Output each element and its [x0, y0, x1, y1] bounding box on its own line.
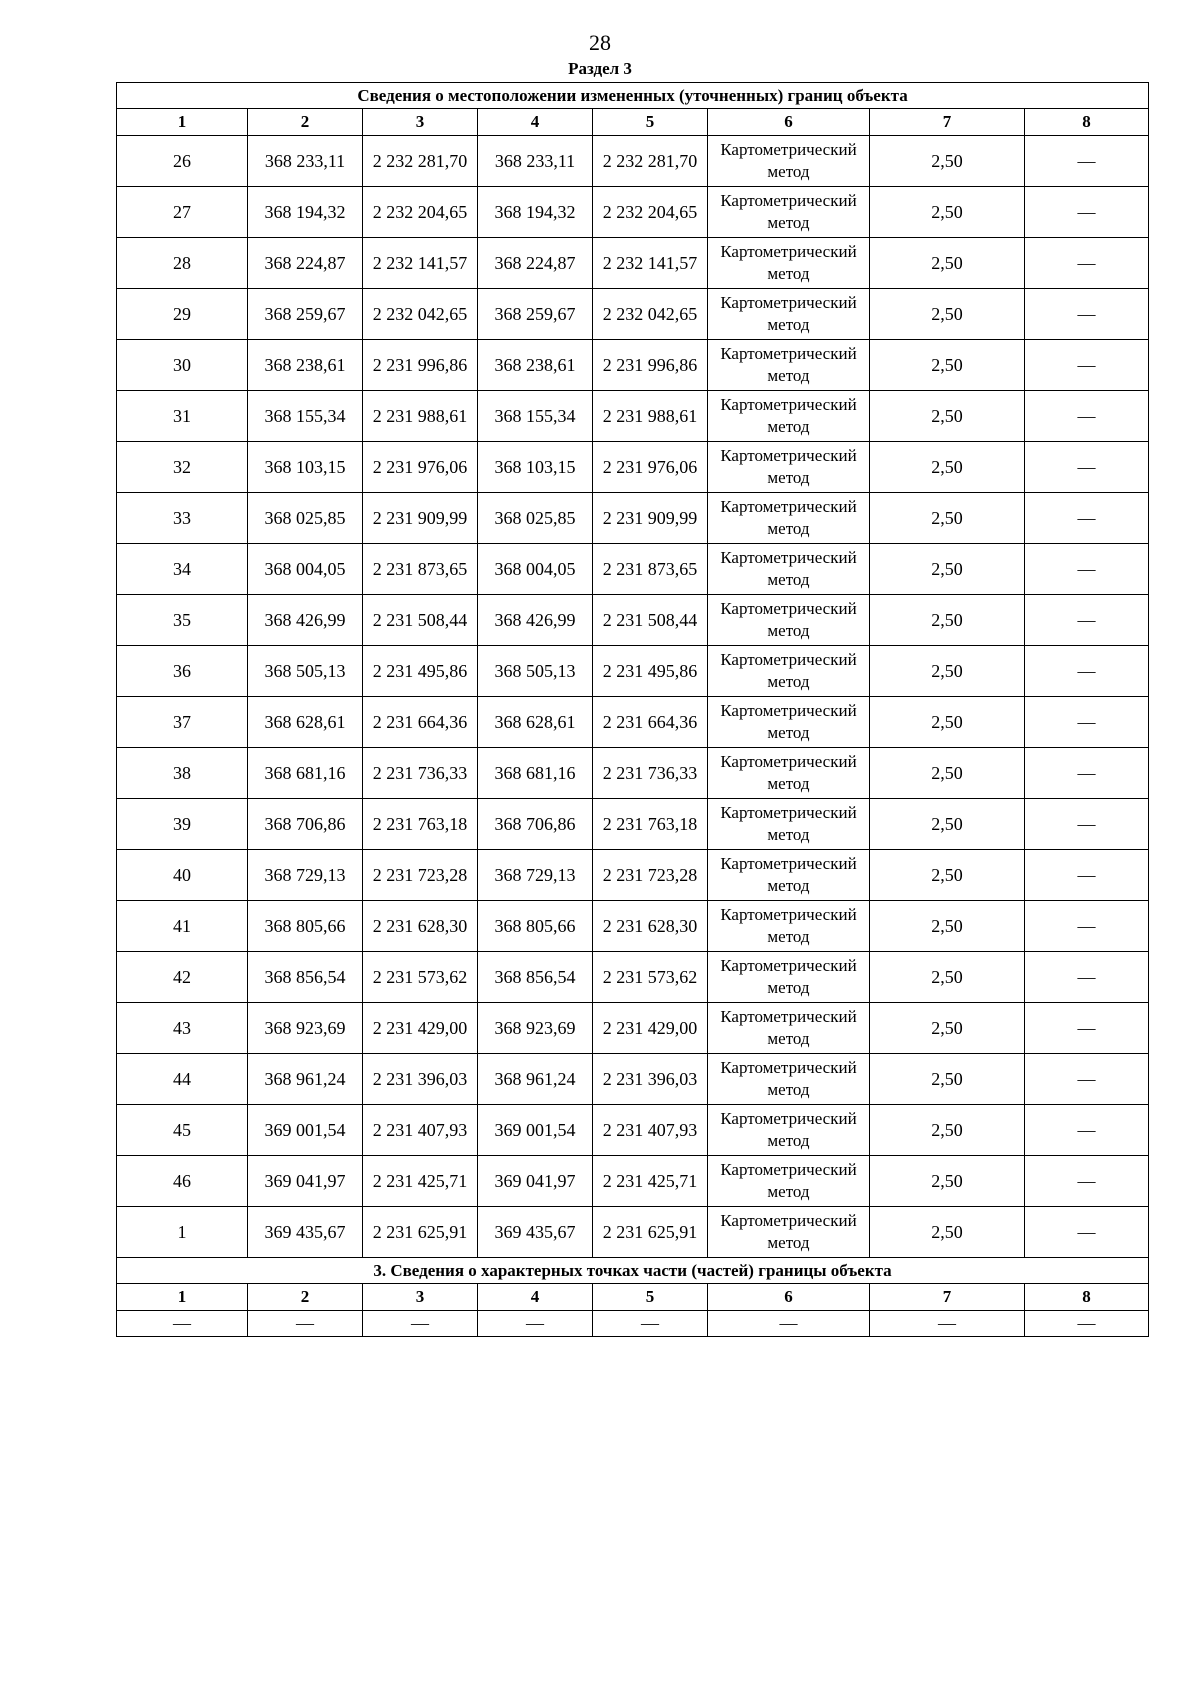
table-cell: 368 103,15 [248, 442, 363, 493]
method-cell: Картометрический метод [708, 544, 870, 595]
table-cell: — [1025, 850, 1149, 901]
table-row [117, 799, 1149, 850]
table-row [117, 850, 1149, 901]
table-cell: — [1025, 1311, 1149, 1337]
table-title-row [117, 83, 1149, 109]
table-body [117, 83, 1149, 1337]
table-cell: 2,50 [870, 1207, 1025, 1258]
table-cell: 2,50 [870, 187, 1025, 238]
table-cell: 2,50 [870, 748, 1025, 799]
point-number-cell: 1 [117, 1207, 248, 1258]
section-title: Раздел 3 [568, 59, 632, 78]
table-cell: 368 155,34 [478, 391, 593, 442]
table-cell: 2 231 425,71 [593, 1156, 708, 1207]
table-cell: 368 194,32 [248, 187, 363, 238]
table-cell: 2,50 [870, 1003, 1025, 1054]
table-cell: 368 628,61 [248, 697, 363, 748]
table-cell: 2 231 508,44 [363, 595, 478, 646]
table-cell: 368 805,66 [478, 901, 593, 952]
column-number: 1 [117, 1284, 248, 1311]
table-row [117, 136, 1149, 187]
table-cell: 368 238,61 [248, 340, 363, 391]
point-number-cell: 28 [117, 238, 248, 289]
table-cell: 2,50 [870, 952, 1025, 1003]
table-cell: 2 231 573,62 [593, 952, 708, 1003]
table-row [117, 493, 1149, 544]
table-cell: 368 103,15 [478, 442, 593, 493]
table-cell: 2 231 763,18 [593, 799, 708, 850]
table-cell: 368 004,05 [248, 544, 363, 595]
table-cell: 2 231 736,33 [593, 748, 708, 799]
table-cell: 2,50 [870, 442, 1025, 493]
table-cell: 2,50 [870, 544, 1025, 595]
method-cell: Картометрический метод [708, 697, 870, 748]
method-cell: Картометрический метод [708, 595, 870, 646]
table-title: Сведения о местоположении измененных (уточненных) границ объекта [117, 83, 1149, 109]
page-number: 28 [589, 30, 611, 55]
table-cell: 2,50 [870, 1156, 1025, 1207]
table-cell: 368 025,85 [478, 493, 593, 544]
table-cell: 2 231 407,93 [363, 1105, 478, 1156]
table-cell: 2,50 [870, 1105, 1025, 1156]
method-cell: Картометрический метод [708, 1105, 870, 1156]
table-cell: — [1025, 442, 1149, 493]
table-cell: — [1025, 136, 1149, 187]
table-cell: 2 231 625,91 [593, 1207, 708, 1258]
table-cell: 2 232 281,70 [363, 136, 478, 187]
table-cell: 2 231 909,99 [363, 493, 478, 544]
column-numbers-row [117, 109, 1149, 136]
table-row [117, 391, 1149, 442]
subsection-column-numbers-row [117, 1284, 1149, 1311]
column-number: 2 [248, 109, 363, 136]
point-number-cell: 31 [117, 391, 248, 442]
table-row [117, 1105, 1149, 1156]
table-cell: 2 231 664,36 [363, 697, 478, 748]
table-cell: 368 426,99 [248, 595, 363, 646]
table-cell: 2 231 988,61 [363, 391, 478, 442]
table-cell: 368 628,61 [478, 697, 593, 748]
table-cell: 2 231 736,33 [363, 748, 478, 799]
point-number-cell: 38 [117, 748, 248, 799]
table-cell: 2 231 976,06 [363, 442, 478, 493]
column-number: 8 [1025, 1284, 1149, 1311]
table-cell: 368 805,66 [248, 901, 363, 952]
table-row [117, 646, 1149, 697]
column-number: 4 [478, 109, 593, 136]
point-number-cell: 35 [117, 595, 248, 646]
table-cell: 2 231 664,36 [593, 697, 708, 748]
table-cell: 2 231 723,28 [593, 850, 708, 901]
method-cell: Картометрический метод [708, 901, 870, 952]
column-number: 3 [363, 109, 478, 136]
table-cell: — [1025, 238, 1149, 289]
table-cell: — [1025, 187, 1149, 238]
column-number: 2 [248, 1284, 363, 1311]
table-cell: — [708, 1311, 870, 1337]
table-cell: 2 231 988,61 [593, 391, 708, 442]
table-cell: 2 231 996,86 [363, 340, 478, 391]
table-cell: 2 231 628,30 [593, 901, 708, 952]
table-cell: 368 259,67 [248, 289, 363, 340]
point-number-cell: 41 [117, 901, 248, 952]
table-cell: — [1025, 697, 1149, 748]
table-cell: 368 856,54 [248, 952, 363, 1003]
table-cell: 2,50 [870, 391, 1025, 442]
table-cell: 2 232 141,57 [363, 238, 478, 289]
table-cell: 2 231 763,18 [363, 799, 478, 850]
table-cell: 2,50 [870, 646, 1025, 697]
table-row [117, 1207, 1149, 1258]
table-row [117, 187, 1149, 238]
table-cell: 2 232 204,65 [363, 187, 478, 238]
subsection-title-row [117, 1258, 1149, 1284]
table-cell: 368 505,13 [248, 646, 363, 697]
table-row [117, 901, 1149, 952]
table-cell: 2 231 873,65 [363, 544, 478, 595]
table-row [117, 544, 1149, 595]
table-cell: 2 231 396,03 [363, 1054, 478, 1105]
method-cell: Картометрический метод [708, 187, 870, 238]
table-cell: 368 729,13 [248, 850, 363, 901]
table-cell: — [478, 1311, 593, 1337]
table-cell: 369 001,54 [248, 1105, 363, 1156]
column-number: 7 [870, 109, 1025, 136]
point-number-cell: 32 [117, 442, 248, 493]
table-cell: 2 231 873,65 [593, 544, 708, 595]
table-cell: — [1025, 1105, 1149, 1156]
table-cell: 2,50 [870, 595, 1025, 646]
method-cell: Картометрический метод [708, 136, 870, 187]
table-cell: 2,50 [870, 901, 1025, 952]
point-number-cell: 44 [117, 1054, 248, 1105]
column-number: 3 [363, 1284, 478, 1311]
method-cell: Картометрический метод [708, 238, 870, 289]
table-cell: — [1025, 595, 1149, 646]
table-cell: 368 961,24 [478, 1054, 593, 1105]
method-cell: Картометрический метод [708, 799, 870, 850]
table-cell: 368 729,13 [478, 850, 593, 901]
table-row [117, 1156, 1149, 1207]
method-cell: Картометрический метод [708, 289, 870, 340]
table-cell: 368 961,24 [248, 1054, 363, 1105]
method-cell: Картометрический метод [708, 748, 870, 799]
table-cell: — [1025, 544, 1149, 595]
table-cell: 368 259,67 [478, 289, 593, 340]
table-cell: 368 238,61 [478, 340, 593, 391]
table-row [117, 748, 1149, 799]
table-cell: 2 232 141,57 [593, 238, 708, 289]
table-row [117, 1003, 1149, 1054]
column-number: 8 [1025, 109, 1149, 136]
table-row [117, 1054, 1149, 1105]
table-cell: 2 231 396,03 [593, 1054, 708, 1105]
point-number-cell: 36 [117, 646, 248, 697]
table-cell: 368 706,86 [478, 799, 593, 850]
table-cell: 2,50 [870, 799, 1025, 850]
table-cell: — [1025, 799, 1149, 850]
table-row [117, 697, 1149, 748]
point-number-cell: 42 [117, 952, 248, 1003]
table-cell: 2 232 204,65 [593, 187, 708, 238]
table-cell: 2 231 909,99 [593, 493, 708, 544]
column-number: 4 [478, 1284, 593, 1311]
point-number-cell: 40 [117, 850, 248, 901]
point-number-cell: 29 [117, 289, 248, 340]
table-cell: 368 681,16 [478, 748, 593, 799]
table-row [117, 952, 1149, 1003]
table-cell: — [248, 1311, 363, 1337]
table-row [117, 595, 1149, 646]
method-cell: Картометрический метод [708, 1207, 870, 1258]
table-cell: 368 025,85 [248, 493, 363, 544]
table-cell: 368 233,11 [478, 136, 593, 187]
table-cell: — [1025, 391, 1149, 442]
table-row [117, 238, 1149, 289]
table-cell: 2 231 976,06 [593, 442, 708, 493]
table-row [117, 340, 1149, 391]
table-cell: 368 923,69 [478, 1003, 593, 1054]
subsection-title: 3. Сведения о характерных точках части (частей) границы объекта [117, 1258, 1149, 1284]
table-cell: — [1025, 901, 1149, 952]
table-cell: 368 194,32 [478, 187, 593, 238]
method-cell: Картометрический метод [708, 1054, 870, 1105]
table-cell: 369 041,97 [248, 1156, 363, 1207]
method-cell: Картометрический метод [708, 391, 870, 442]
table-cell: — [117, 1311, 248, 1337]
column-number: 7 [870, 1284, 1025, 1311]
table-cell: 368 856,54 [478, 952, 593, 1003]
point-number-cell: 33 [117, 493, 248, 544]
table-cell: 369 001,54 [478, 1105, 593, 1156]
method-cell: Картометрический метод [708, 1003, 870, 1054]
table-cell: 368 233,11 [248, 136, 363, 187]
table-cell: — [1025, 1156, 1149, 1207]
table-cell: 2 231 495,86 [593, 646, 708, 697]
point-number-cell: 27 [117, 187, 248, 238]
table-cell: — [1025, 1054, 1149, 1105]
table-cell: 2 231 508,44 [593, 595, 708, 646]
table-cell: 2,50 [870, 340, 1025, 391]
method-cell: Картометрический метод [708, 1156, 870, 1207]
method-cell: Картометрический метод [708, 442, 870, 493]
method-cell: Картометрический метод [708, 493, 870, 544]
table-cell: 2 231 625,91 [363, 1207, 478, 1258]
table-cell: 2 232 281,70 [593, 136, 708, 187]
table-cell: 368 426,99 [478, 595, 593, 646]
table-cell: 2 231 407,93 [593, 1105, 708, 1156]
table-cell: 369 435,67 [248, 1207, 363, 1258]
table-cell: 2 231 429,00 [593, 1003, 708, 1054]
table-cell: — [870, 1311, 1025, 1337]
table-cell: — [1025, 289, 1149, 340]
table-cell: — [1025, 340, 1149, 391]
method-cell: Картометрический метод [708, 646, 870, 697]
table-cell: 2,50 [870, 136, 1025, 187]
point-number-cell: 46 [117, 1156, 248, 1207]
table-cell: 2 231 573,62 [363, 952, 478, 1003]
method-cell: Картометрический метод [708, 850, 870, 901]
table-cell: 368 706,86 [248, 799, 363, 850]
table-cell: 368 505,13 [478, 646, 593, 697]
table-cell: — [363, 1311, 478, 1337]
table-cell: — [1025, 1003, 1149, 1054]
table-cell: 369 435,67 [478, 1207, 593, 1258]
table-cell: — [1025, 646, 1149, 697]
method-cell: Картометрический метод [708, 340, 870, 391]
point-number-cell: 34 [117, 544, 248, 595]
method-cell: Картометрический метод [708, 952, 870, 1003]
table-cell: — [1025, 952, 1149, 1003]
point-number-cell: 45 [117, 1105, 248, 1156]
table-cell: 2 232 042,65 [593, 289, 708, 340]
column-number: 5 [593, 109, 708, 136]
table-cell: 368 004,05 [478, 544, 593, 595]
table-cell: 2,50 [870, 238, 1025, 289]
table-cell: 368 923,69 [248, 1003, 363, 1054]
point-number-cell: 43 [117, 1003, 248, 1054]
table-row [117, 442, 1149, 493]
table-cell: 2 231 723,28 [363, 850, 478, 901]
table-cell: — [1025, 1207, 1149, 1258]
table-cell: 2 231 495,86 [363, 646, 478, 697]
table-cell: 368 224,87 [478, 238, 593, 289]
table-cell: — [1025, 493, 1149, 544]
table-cell: 2 232 042,65 [363, 289, 478, 340]
point-number-cell: 39 [117, 799, 248, 850]
column-number: 5 [593, 1284, 708, 1311]
table-cell: 368 155,34 [248, 391, 363, 442]
table-cell: 2 231 996,86 [593, 340, 708, 391]
table-cell: 2,50 [870, 697, 1025, 748]
table-cell: 2 231 425,71 [363, 1156, 478, 1207]
table-row [117, 289, 1149, 340]
subsection-row [117, 1311, 1149, 1337]
boundary-coordinates-table [116, 82, 1149, 1337]
point-number-cell: 26 [117, 136, 248, 187]
table-cell: 2 231 628,30 [363, 901, 478, 952]
column-number: 6 [708, 109, 870, 136]
table-cell: 2,50 [870, 850, 1025, 901]
table-cell: 368 224,87 [248, 238, 363, 289]
table-cell: 2,50 [870, 289, 1025, 340]
column-number: 1 [117, 109, 248, 136]
point-number-cell: 37 [117, 697, 248, 748]
table-cell: 2 231 429,00 [363, 1003, 478, 1054]
table-cell: 2,50 [870, 493, 1025, 544]
table-cell: — [1025, 748, 1149, 799]
point-number-cell: 30 [117, 340, 248, 391]
table-cell: 2,50 [870, 1054, 1025, 1105]
table-cell: 368 681,16 [248, 748, 363, 799]
table-cell: 369 041,97 [478, 1156, 593, 1207]
column-number: 6 [708, 1284, 870, 1311]
table-cell: — [593, 1311, 708, 1337]
